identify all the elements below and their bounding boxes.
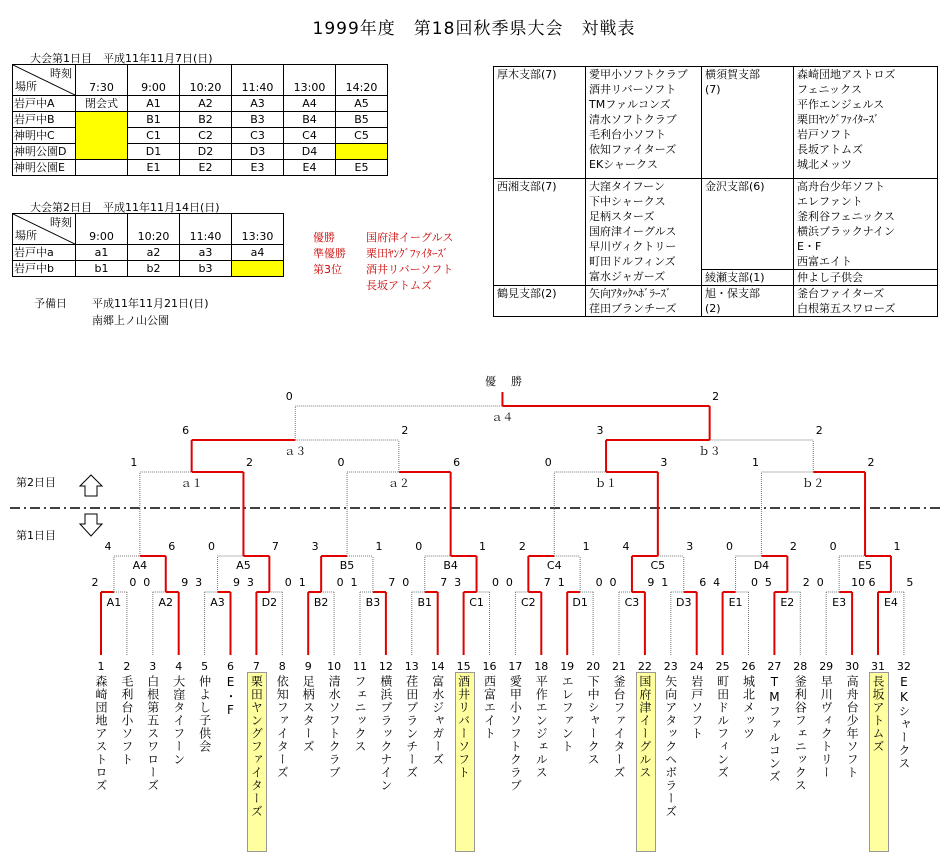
score: 0 [143,576,151,589]
team-name: 清水ソフトクラブ [327,675,342,779]
match-label: E1 [728,596,743,609]
score: 2 [789,540,797,553]
score: 2 [245,456,253,469]
day1-marker: 第1日目 [16,529,56,542]
score: 6 [868,576,876,589]
match-label: C2 [521,596,536,609]
score: 6 [168,540,176,553]
team-number: 12 [378,660,393,673]
branch-name: 鶴見支部(2) [494,286,586,317]
team-number: 11 [353,660,367,673]
schedule-cell: a3 [180,245,232,261]
place-cell: 岩戸中b [13,261,76,277]
score: 0 [337,456,345,469]
schedule-cell: E2 [180,160,232,176]
score: 0 [816,576,824,589]
schedule-cell: A1 [128,96,180,112]
place-cell: 岩戸中a [13,245,76,261]
time-header: 10:20 [180,65,232,96]
place-cell: 神明中C [13,128,76,144]
score: 3 [596,424,604,437]
team-name: 荏田ブランチーズ [404,675,419,779]
team-number: 7 [252,660,260,673]
schedule-cell: C4 [284,128,336,144]
match-label: B5 [339,559,355,572]
team-number: 20 [586,660,601,673]
runner-up-label: 準優勝 [313,247,346,260]
team-name: 町田ドルフィンズ [715,675,730,779]
time-header: 11:40 [232,65,284,96]
team-name: 下中シャークス [586,675,601,766]
team-number: 13 [404,660,419,673]
score: 7 [440,576,448,589]
team-name: 矢向アタックヘボラーズ [663,675,678,818]
score: 0 [284,576,292,589]
match-label: E5 [858,559,873,572]
team-number: 22 [637,660,652,673]
team-name: 大窪タイフーン [171,675,186,766]
place-cell: 岩戸中B [13,112,76,128]
team-number: 15 [456,660,471,673]
score: 6 [182,424,190,437]
time-header: 9:00 [128,65,180,96]
team-number: 5 [201,660,209,673]
team-name: フェニックス [353,675,367,753]
team-number: 4 [175,660,183,673]
match-label: E4 [883,596,898,609]
branch-teams: 高舟台少年ソフト エレファント 釜利谷フェニックス 横浜ブラックナイン E・F 西富エイト [794,179,938,270]
schedule-cell: D1 [128,144,180,160]
score: 9 [647,576,655,589]
score: 4 [622,540,630,553]
team-number: 14 [430,660,445,673]
team-number: 26 [741,660,756,673]
team-number: 9 [304,660,312,673]
score: 2 [712,390,720,403]
score: 1 [479,540,487,553]
team-number: 29 [819,660,834,673]
reserve-place: 南郷上ノ山公園 [92,314,169,327]
score: 0 [751,576,758,589]
team-name: 城北メッツ [741,675,756,740]
match-label: D2 [261,596,278,609]
score: 0 [505,576,513,589]
branch-name: 綾瀬支部(1) [702,270,794,286]
team-number: 3 [149,660,157,673]
score: 0 [208,540,216,553]
schedule-cell: b1 [76,261,128,277]
final-label: 優 勝 [485,375,524,388]
schedule-cell: D4 [284,144,336,160]
branch-name: 厚木支部(7) [494,67,586,179]
match-label: D3 [676,596,692,609]
match-label: D1 [572,596,588,609]
score: 7 [543,576,551,589]
branch-teams: 釜台ファイターズ 白根第五スワローズ [794,286,938,317]
team-number: 1 [97,660,105,673]
team-name: EKシャークス [896,675,911,770]
score: 1 [557,576,565,589]
team-number: 19 [560,660,575,673]
schedule-cell: B1 [128,112,180,128]
branch-teams: 大窪タイフーン 下中シャークス 足柄スターズ 国府津イーグルス 早川ヴィクトリー 町田ドルフィンズ 富水ジャガーズ [586,179,702,286]
match-label: C3 [624,596,640,609]
score: 0 [609,576,617,589]
branch-name: 西湘支部(7) [494,179,586,286]
match-label: ａ１ [180,477,203,490]
score: 1 [893,540,901,553]
score: 6 [699,576,707,589]
team-name: 長坂アトムズ [871,675,885,753]
time-header: 7:30 [76,65,128,96]
day2-label: 大会第2日目 平成11年11月14日(日) [30,201,220,214]
branch-name: 横須賀支部 (7) [702,67,794,179]
score: 0 [336,576,344,589]
score: 2 [802,576,810,589]
team-name: エレファント [560,675,575,753]
score: 3 [660,456,668,469]
score: 3 [195,576,203,589]
match-label: B3 [365,596,381,609]
team-name: 栗田ヤングファイターズ [249,675,264,818]
branch-teams: 森崎団地アストロズ フェニックス 平作エンジェルス 栗田ﾔﾝｸﾞﾌｧｲﾀｰｽﾞ 岩戸ソフト 長坂アトムズ 城北メッツ [794,67,938,179]
schedule-cell: D3 [232,144,284,160]
team-number: 25 [715,660,730,673]
match-label: B2 [313,596,329,609]
team-name: 毛利台小ソフト [119,675,134,766]
branch-name: 金沢支部(6) [702,179,794,270]
score: 0 [402,576,410,589]
match-label: B1 [417,596,433,609]
score: 7 [271,540,279,553]
schedule-cell: a1 [76,245,128,261]
match-label: ｂ３ [698,445,721,458]
runner-up-team: 栗田ﾔﾝｸﾞﾌｧｲﾀｰｽﾞ [366,247,449,260]
team-number: 16 [482,660,497,673]
match-label: E2 [780,596,795,609]
score: 3 [311,540,319,553]
branch-teams: 愛甲小ソフトクラブ 酒井リバーソフト TMファルコンズ 清水ソフトクラブ 毛利台小ソフト 依知ファイターズ EKシャークス [586,67,702,179]
schedule-cell: 閉会式 [76,96,128,112]
match-label: ａ２ [387,477,410,490]
score: 1 [298,576,306,589]
score: 1 [751,456,759,469]
score: 10 [851,576,866,589]
score: 0 [129,576,137,589]
match-label: ｂ２ [802,477,825,490]
winner-team: 国府津イーグルス [366,231,454,244]
place-cell: 神明公園D [13,144,76,160]
schedule-cell: a2 [128,245,180,261]
team-name: 国府津イーグルス [637,675,652,779]
team-number: 6 [227,660,234,673]
match-label: C1 [469,596,484,609]
schedule-cell: E4 [284,160,336,176]
reserve-label: 予備日 [34,297,67,310]
team-number: 31 [871,660,885,673]
schedule-cell: A2 [180,96,232,112]
score: 0 [829,540,837,553]
team-name: 岩戸ソフト [689,675,704,740]
match-label: C4 [546,559,562,572]
place-cell: 岩戸中A [13,96,76,112]
match-label: ａ３ [284,445,307,458]
team-name: E・F [223,675,238,718]
schedule-cell: E5 [336,160,388,176]
branch-name: 旭・保支部 (2) [702,286,794,317]
time-header: 10:20 [128,214,180,245]
team-name: 依知ファイターズ [275,675,290,779]
score: 0 [415,540,423,553]
place-cell: 神明公園E [13,160,76,176]
day1-label: 大会第1日目 平成11年11月7日(日) [30,52,213,65]
match-label: ａ４ [491,411,514,424]
team-name: 高舟台少年ソフト [845,675,860,779]
team-name: 仲よし子供会 [197,675,212,753]
team-name: 西富エイト [482,675,497,740]
reserve-date: 平成11年11月21日(日) [92,297,209,310]
schedule-cell: A3 [232,96,284,112]
schedule-cell: B3 [232,112,284,128]
schedule-cell: A5 [336,96,388,112]
match-label: A2 [158,596,174,609]
team-number: 32 [896,660,911,673]
score: 2 [91,576,99,589]
day2-marker: 第2日目 [16,476,56,489]
team-number: 28 [793,660,808,673]
team-number: 30 [845,660,860,673]
match-label: A4 [132,559,148,572]
time-header: 13:30 [232,214,284,245]
score: 4 [104,540,112,553]
team-name: 横浜ブラックナイン [378,675,393,792]
team-number: 17 [508,660,523,673]
score: 1 [375,540,383,553]
team-number: 18 [534,660,549,673]
schedule-cell: B2 [180,112,232,128]
team-number: 21 [612,660,626,673]
score: 0 [492,576,499,589]
schedule-cell: C3 [232,128,284,144]
schedule-cell: b3 [180,261,232,277]
schedule-cell: C1 [128,128,180,144]
corner-cell: 時刻 場所 [13,214,76,245]
score: 1 [350,576,358,589]
schedule-cell: C2 [180,128,232,144]
third-team-2: 長坂アトムズ [366,279,432,292]
branch-teams: 仲よし子供会 [794,270,938,286]
score: 9 [181,576,189,589]
score: 0 [595,576,603,589]
team-number: 2 [123,660,131,673]
team-name: 早川ヴィクトリー [819,675,834,779]
team-number: 27 [767,660,782,673]
schedule-cell: C5 [336,128,388,144]
winner-label: 優勝 [313,231,335,244]
score: 7 [388,576,396,589]
score: 2 [867,456,875,469]
score: 0 [726,540,734,553]
team-name: 白根第五スワローズ [145,675,160,792]
score: 1 [661,576,669,589]
team-name: 足柄スターズ [301,675,316,753]
score: 9 [233,576,240,589]
team-name: 釜利谷フェニックス [793,675,808,792]
match-label: A3 [210,596,225,609]
team-name: 酒井リバーソフト [456,675,471,779]
team-name: 愛甲小ソフトクラブ [508,675,523,792]
time-header: 13:00 [284,65,336,96]
schedule-cell: D2 [180,144,232,160]
score: 4 [713,576,721,589]
match-label: B4 [443,559,458,572]
team-name: 釜台ファイターズ [612,675,626,779]
team-number: 10 [327,660,342,673]
time-header: 14:20 [336,65,388,96]
score: 5 [764,576,772,589]
match-label: D4 [753,559,770,572]
schedule-cell: b2 [128,261,180,277]
branch-teams: 矢向ｱﾀｯｸﾍﾎﾞﾗｰｽﾞ 荏田ブランチーズ [586,286,702,317]
down-arrow-icon [80,514,102,536]
team-number: 8 [278,660,286,673]
team-name: 富水ジャガーズ [430,675,445,766]
schedule-cell: A4 [284,96,336,112]
time-header: 11:40 [180,214,232,245]
match-label: E3 [832,596,847,609]
page-title: 1999年度 第18回秋季県大会 対戦表 [312,19,636,39]
schedule-cell: B5 [336,112,388,128]
score: 3 [454,576,462,589]
up-arrow-icon [80,475,102,496]
score: 3 [246,576,254,589]
team-number: 24 [689,660,704,673]
schedule-cell: a4 [232,245,284,261]
match-label: C5 [650,559,666,572]
schedule-cell: E1 [128,160,180,176]
third-team-1: 酒井リバーソフト [366,263,454,276]
team-name: 森崎団地アストロズ [94,675,108,792]
score: 3 [686,540,694,553]
team-name: 平作エンジェルス [534,675,549,779]
score: 1 [130,456,138,469]
match-label: A1 [106,596,122,609]
score: 1 [582,540,590,553]
schedule-cell: E3 [232,160,284,176]
score: 6 [453,456,461,469]
score: 2 [518,540,526,553]
team-number: 23 [663,660,678,673]
score: 0 [285,390,293,403]
team-name: TMファルコンズ [767,675,782,783]
score: 5 [906,576,914,589]
schedule-cell: B4 [284,112,336,128]
score: 2 [815,424,823,437]
corner-cell: 時刻 場所 [13,65,76,96]
score: 2 [401,424,409,437]
match-label: ｂ１ [595,477,618,490]
time-header: 9:00 [76,214,128,245]
third-label: 第3位 [313,263,342,276]
match-label: A5 [236,559,251,572]
score: 0 [544,456,552,469]
